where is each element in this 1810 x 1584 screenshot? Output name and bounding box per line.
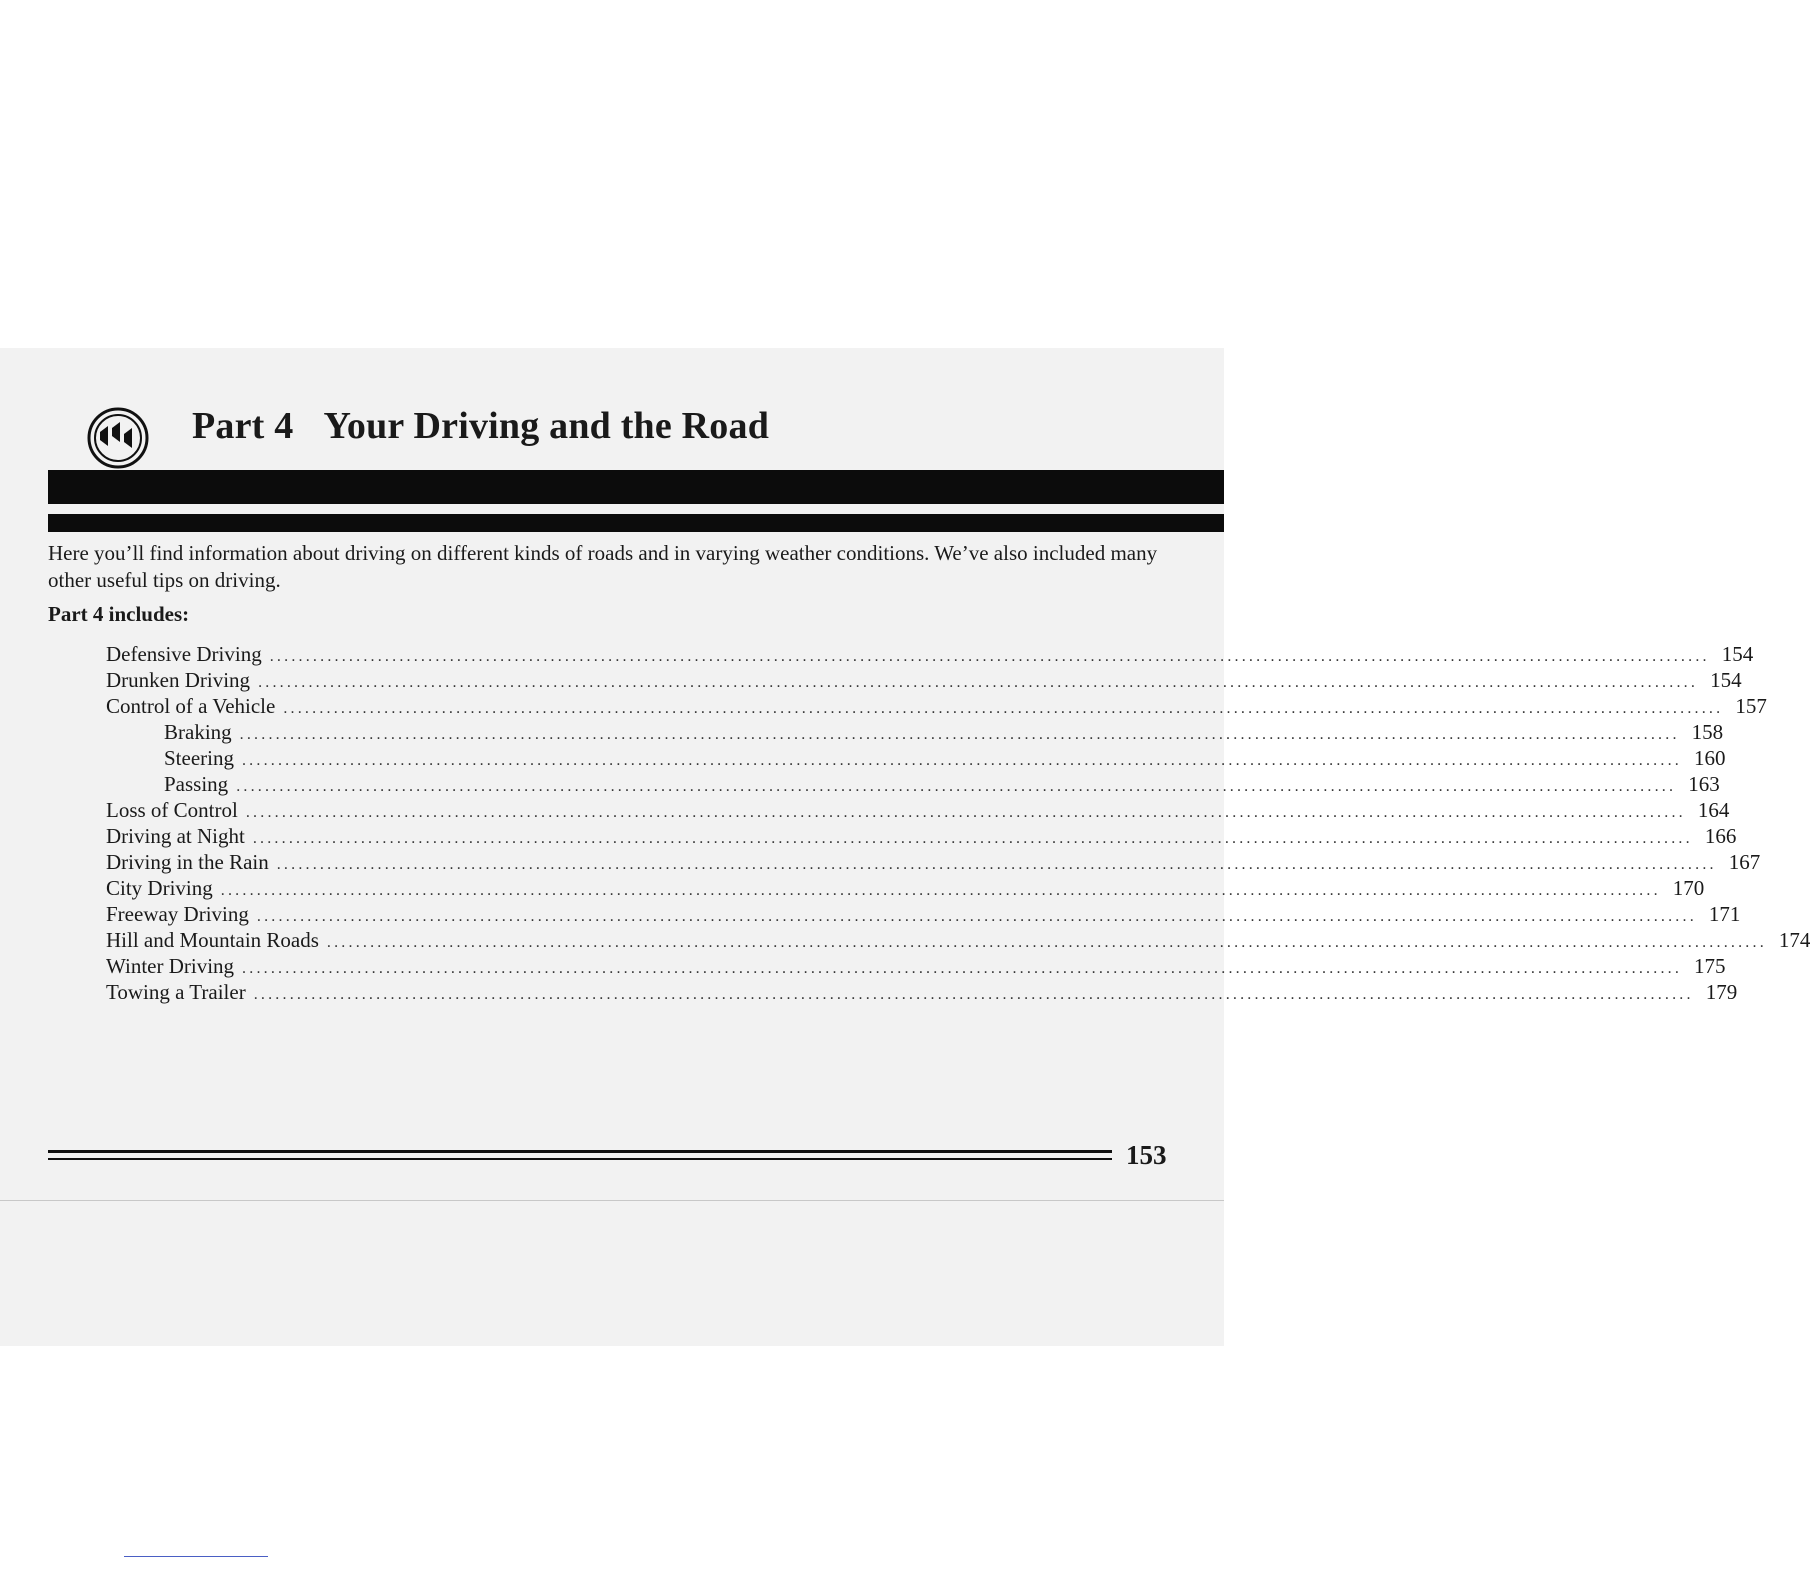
toc-leader-dots: ........................................................................................................................................................................................................ xyxy=(220,882,1661,899)
part-title xyxy=(192,404,769,448)
toc-leader-dots: ........................................................................................................................................................................................................ xyxy=(256,908,1697,925)
toc-entry-page: 175 xyxy=(1694,954,1726,978)
toc-entry xyxy=(106,798,1730,824)
page-number: 153 xyxy=(1126,1140,1167,1170)
toc-entry-page: 167 xyxy=(1728,850,1761,874)
header-bar-thick xyxy=(48,470,1224,504)
toc-entry xyxy=(106,980,1738,1006)
tri-shield-emblem-icon xyxy=(86,406,150,470)
toc-entry xyxy=(106,772,1720,798)
toc-leader-dots: ........................................................................................................................................................................................................ xyxy=(242,960,1683,977)
manual-page xyxy=(0,348,1810,1346)
toc-leader-dots: ........................................................................................................................................................................................................ xyxy=(236,778,1677,795)
toc-entry-label: Towing a Trailer xyxy=(106,980,246,1004)
toc-entry xyxy=(106,928,1810,954)
includes-heading: Part 4 includes: xyxy=(48,602,190,626)
toc-entry-page: 171 xyxy=(1708,902,1741,926)
toc-entry xyxy=(106,850,1761,876)
footer-rule xyxy=(48,1158,1112,1160)
toc-entry-label: Passing xyxy=(164,772,229,796)
toc-entry xyxy=(106,876,1705,902)
page-edge-line xyxy=(0,1200,1224,1201)
toc-entry-label: Driving at Night xyxy=(106,824,245,848)
toc-entry xyxy=(106,694,1767,720)
title-text: Your Driving and the Road xyxy=(323,405,770,447)
intro-paragraph: Here you’ll find information about driving on different kinds of roads and in varying weather conditions. We’ve also included many other useful tips on driving. xyxy=(48,541,1158,592)
footer-rule xyxy=(48,1150,1112,1153)
toc-entry xyxy=(106,954,1726,980)
header-bar-thin xyxy=(48,514,1224,532)
toc-entry-label: Braking xyxy=(164,720,232,744)
toc-entry-label: Defensive Driving xyxy=(106,642,262,666)
toc-entry-label: Hill and Mountain Roads xyxy=(106,928,319,952)
toc-entry-page: 164 xyxy=(1697,798,1730,822)
toc-entry xyxy=(106,720,1724,746)
toc-entry xyxy=(106,824,1737,850)
toc-entry-label: Loss of Control xyxy=(106,798,238,822)
toc-leader-dots: ........................................................................................................................................................................................................ xyxy=(239,726,1680,743)
toc-entry-label: Drunken Driving xyxy=(106,668,251,692)
toc-entry-page: 160 xyxy=(1693,746,1726,770)
toc-entry-page: 154 xyxy=(1710,668,1742,692)
part-label: Part 4 xyxy=(192,405,294,447)
toc-leader-dots: ........................................................................................................................................................................................................ xyxy=(241,752,1682,769)
toc-entry-page: 174 xyxy=(1778,928,1810,952)
toc-entry-label: Control of a Vehicle xyxy=(106,694,276,718)
toc-leader-dots: ........................................................................................................................................................................................................ xyxy=(276,856,1717,873)
toc-entry-label: Freeway Driving xyxy=(106,902,249,926)
toc-leader-dots: ........................................................................................................................................................................................................ xyxy=(326,934,1767,951)
toc-entry-page: 170 xyxy=(1672,876,1705,900)
toc-leader-dots: ........................................................................................................................................................................................................ xyxy=(269,648,1710,665)
toc-entry-label: City Driving xyxy=(106,876,213,900)
toc-entry-page: 163 xyxy=(1688,772,1720,796)
toc-entry-page: 158 xyxy=(1691,720,1724,744)
toc-entry-label: Driving in the Rain xyxy=(106,850,269,874)
toc-entry-page: 157 xyxy=(1735,694,1767,718)
toc-entry xyxy=(106,668,1742,694)
toc-leader-dots: ........................................................................................................................................................................................................ xyxy=(252,830,1693,847)
toc-entry-label: Winter Driving xyxy=(106,954,235,978)
toc-entry-page: 179 xyxy=(1705,980,1738,1004)
bottom-rule xyxy=(124,1556,268,1557)
toc-leader-dots: ........................................................................................................................................................................................................ xyxy=(283,700,1724,717)
toc-entry-page: 154 xyxy=(1721,642,1754,666)
toc-entry-label: Steering xyxy=(164,746,234,770)
toc-entry xyxy=(106,902,1741,928)
toc-leader-dots: ........................................................................................................................................................................................................ xyxy=(253,986,1694,1003)
toc-leader-dots: ........................................................................................................................................................................................................ xyxy=(258,674,1699,691)
toc-entry xyxy=(106,642,1754,668)
table-of-contents xyxy=(106,642,1810,1006)
toc-entry xyxy=(106,746,1726,772)
toc-entry-page: 166 xyxy=(1704,824,1737,848)
toc-leader-dots: ........................................................................................................................................................................................................ xyxy=(245,804,1686,821)
